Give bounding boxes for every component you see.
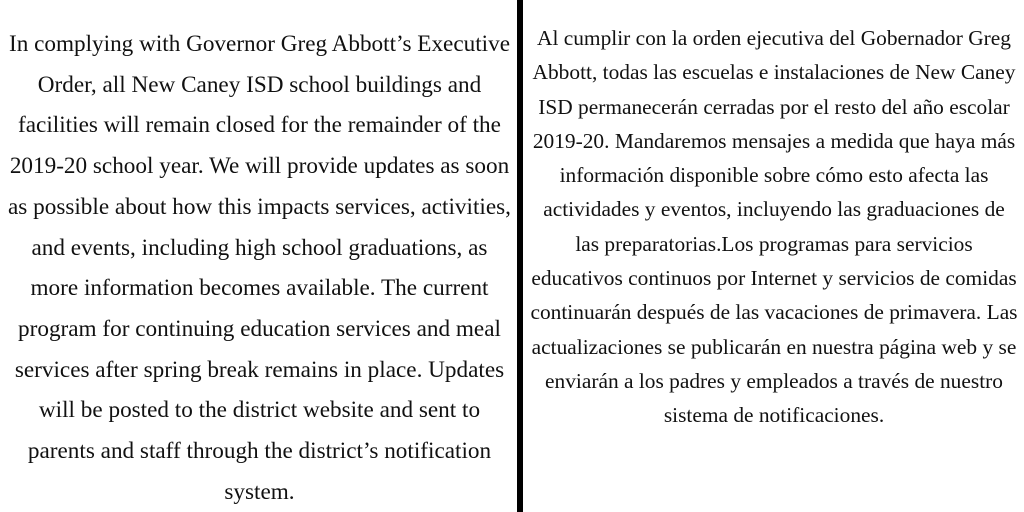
spanish-notice-column bbox=[524, 0, 1024, 512]
spanish-notice-text: Al cumplir con la orden ejecutiva del Gobernador Greg Abbott, todas las escuelas e instalaciones de New Caney ISD permanecerán cerradas por el resto del año escolar 2019-20. Mandaremos mensajes a medida que haya más información disponible sobre cómo esto afecta las actividades y eventos, incluyendo las graduaciones de las preparatorias.Los programas para servicios educativos continuos por Internet y servicios de comidas continuarán después de las vacaciones de primavera. Las actualizaciones se publicarán en nuestra página web y se enviarán a los padres y empleados a través de nuestro sistema de notificaciones. bbox=[530, 26, 1018, 428]
column-divider bbox=[517, 0, 523, 512]
english-notice-text: In complying with Governor Greg Abbott’s Executive Order, all New Caney ISD school buildings and facilities will remain closed for the remainder of the 2019-20 school year. We will provide updates as soon as possible about how this impacts services, activities, and events, including high school graduations, as more information becomes available. The current program for continuing education services and meal services after spring break remains in place. Updates will be posted to the district website and sent to parents and staff through the district’s notification system. bbox=[8, 31, 511, 505]
